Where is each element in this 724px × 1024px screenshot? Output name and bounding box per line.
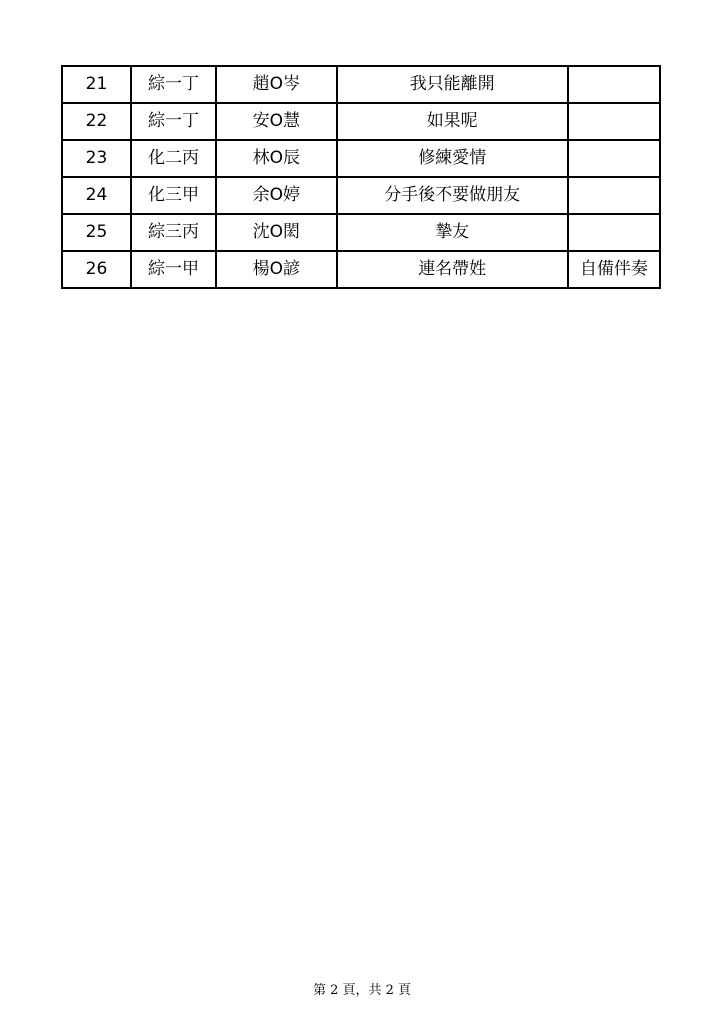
row-number-cell: 25 bbox=[62, 214, 131, 251]
name-cell: 沈O閎 bbox=[216, 214, 337, 251]
class-cell: 化二丙 bbox=[131, 140, 216, 177]
class-cell: 綜一甲 bbox=[131, 251, 216, 288]
table-row bbox=[62, 66, 660, 103]
row-number-cell: 26 bbox=[62, 251, 131, 288]
name-cell: 安O慧 bbox=[216, 103, 337, 140]
table-row bbox=[62, 214, 660, 251]
song-cell: 修練愛情 bbox=[337, 140, 568, 177]
class-cell: 綜三丙 bbox=[131, 214, 216, 251]
song-cell: 分手後不要做朋友 bbox=[337, 177, 568, 214]
song-cell: 如果呢 bbox=[337, 103, 568, 140]
row-number-cell: 21 bbox=[62, 66, 131, 103]
note-cell bbox=[568, 66, 660, 103]
song-cell: 摯友 bbox=[337, 214, 568, 251]
row-number-cell: 24 bbox=[62, 177, 131, 214]
page-number-footer: 第 2 頁，共 2 頁 bbox=[312, 983, 412, 998]
note-cell bbox=[568, 103, 660, 140]
row-number-cell: 22 bbox=[62, 103, 131, 140]
table-row bbox=[62, 103, 660, 140]
name-cell: 余O婷 bbox=[216, 177, 337, 214]
table-row bbox=[62, 251, 660, 288]
note-cell: 自備伴奏 bbox=[568, 251, 660, 288]
table-row bbox=[62, 140, 660, 177]
class-cell: 綜一丁 bbox=[131, 66, 216, 103]
name-cell: 林O辰 bbox=[216, 140, 337, 177]
class-cell: 綜一丁 bbox=[131, 103, 216, 140]
name-cell: 楊O諺 bbox=[216, 251, 337, 288]
song-cell: 我只能離開 bbox=[337, 66, 568, 103]
note-cell bbox=[568, 177, 660, 214]
row-number-cell: 23 bbox=[62, 140, 131, 177]
note-cell bbox=[568, 140, 660, 177]
song-cell: 連名帶姓 bbox=[337, 251, 568, 288]
performer-table-body bbox=[62, 66, 660, 288]
table-row bbox=[62, 177, 660, 214]
performer-table bbox=[61, 65, 661, 289]
note-cell bbox=[568, 214, 660, 251]
name-cell: 趙O岑 bbox=[216, 66, 337, 103]
class-cell: 化三甲 bbox=[131, 177, 216, 214]
